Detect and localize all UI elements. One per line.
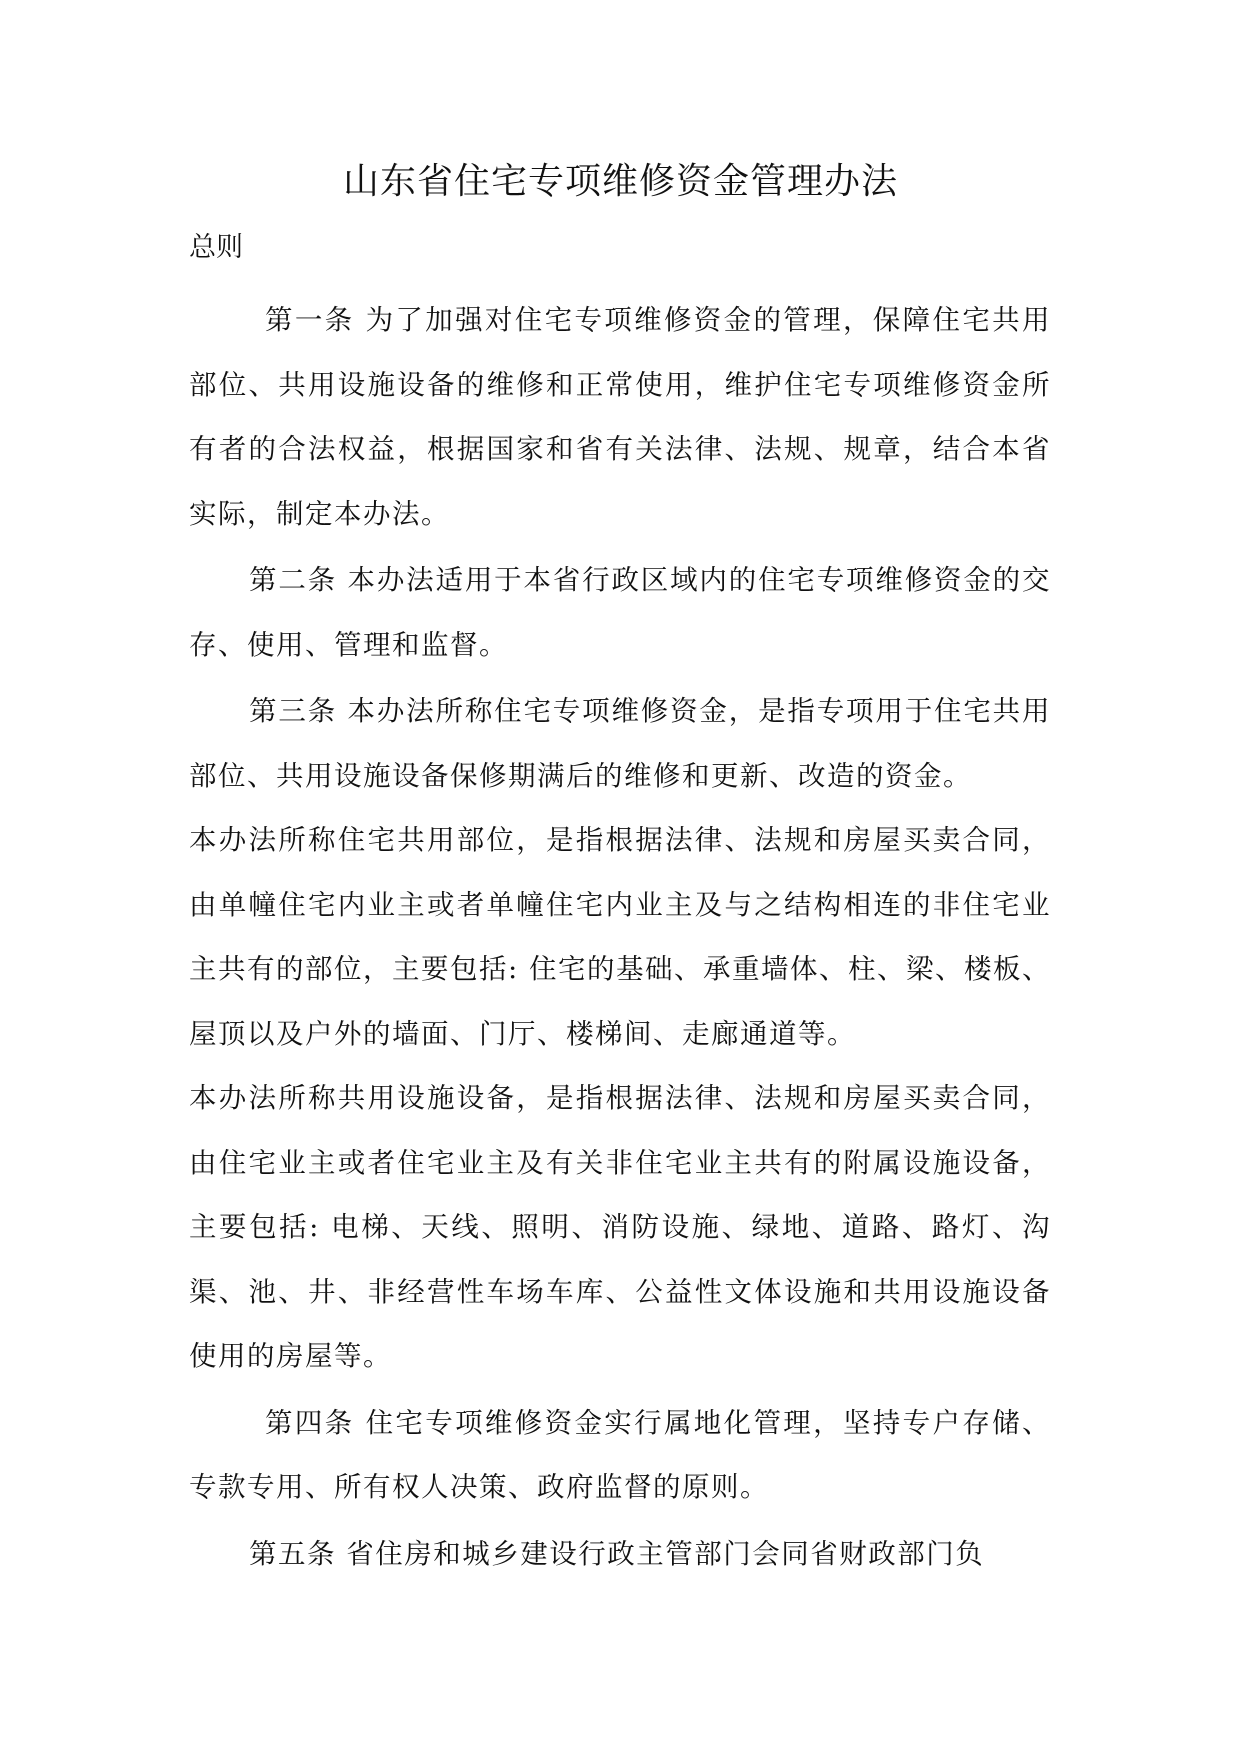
article-3-common-parts-paragraph: 本办法所称住宅共用部位，是指根据法律、法规和房屋买卖合同，由单幢住宅内业主或者单幢住宅内业主及与之结构相连的非住宅业主共有的部位，主要包括: 住宅的基础、承重墙体、柱、梁、楼板、屋顶以及户外的墙面、门厅、楼梯间、走廊通道等。	[189, 824, 1052, 1050]
article-1-paragraph: 第一条 为了加强对住宅专项维修资金的管理，保障住宅共用部位、共用设施设备的维修和正常使用，维护住宅专项维修资金所有者的合法权益，根据国家和省有关法律、法规、规章，结合本省实际，制定本办法。	[189, 304, 1051, 530]
article-5-paragraph: 第五条 省住房和城乡建设行政主管部门会同省财政部门负	[249, 1537, 985, 1570]
document-title: 山东省住宅专项维修资金管理办法	[342, 161, 898, 202]
article-2-paragraph: 第二条 本办法适用于本省行政区域内的住宅专项维修资金的交存、使用、管理和监督。	[189, 564, 1051, 661]
article-3-paragraph: 第三条 本办法所称住宅专项维修资金，是指专项用于住宅共用部位、共用设施设备保修期满后的维修和更新、改造的资金。	[189, 695, 1051, 792]
article-4-paragraph: 第四条 住宅专项维修资金实行属地化管理，坚持专户存储、专款专用、所有权人决策、政府监督的原则。	[189, 1406, 1051, 1503]
document-body	[189, 288, 1051, 1586]
section-heading: 总则	[189, 232, 243, 263]
article-3-common-facilities-paragraph: 本办法所称共用设施设备，是指根据法律、法规和房屋买卖合同，由住宅业主或者住宅业主及有关非住宅业主共有的附属设施设备，主要包括: 电梯、天线、照明、消防设施、绿地、道路、路灯、沟渠、池、井、非经营性车场车库、公益性文体设施和共用设施设备使用的房屋等。	[189, 1082, 1051, 1372]
